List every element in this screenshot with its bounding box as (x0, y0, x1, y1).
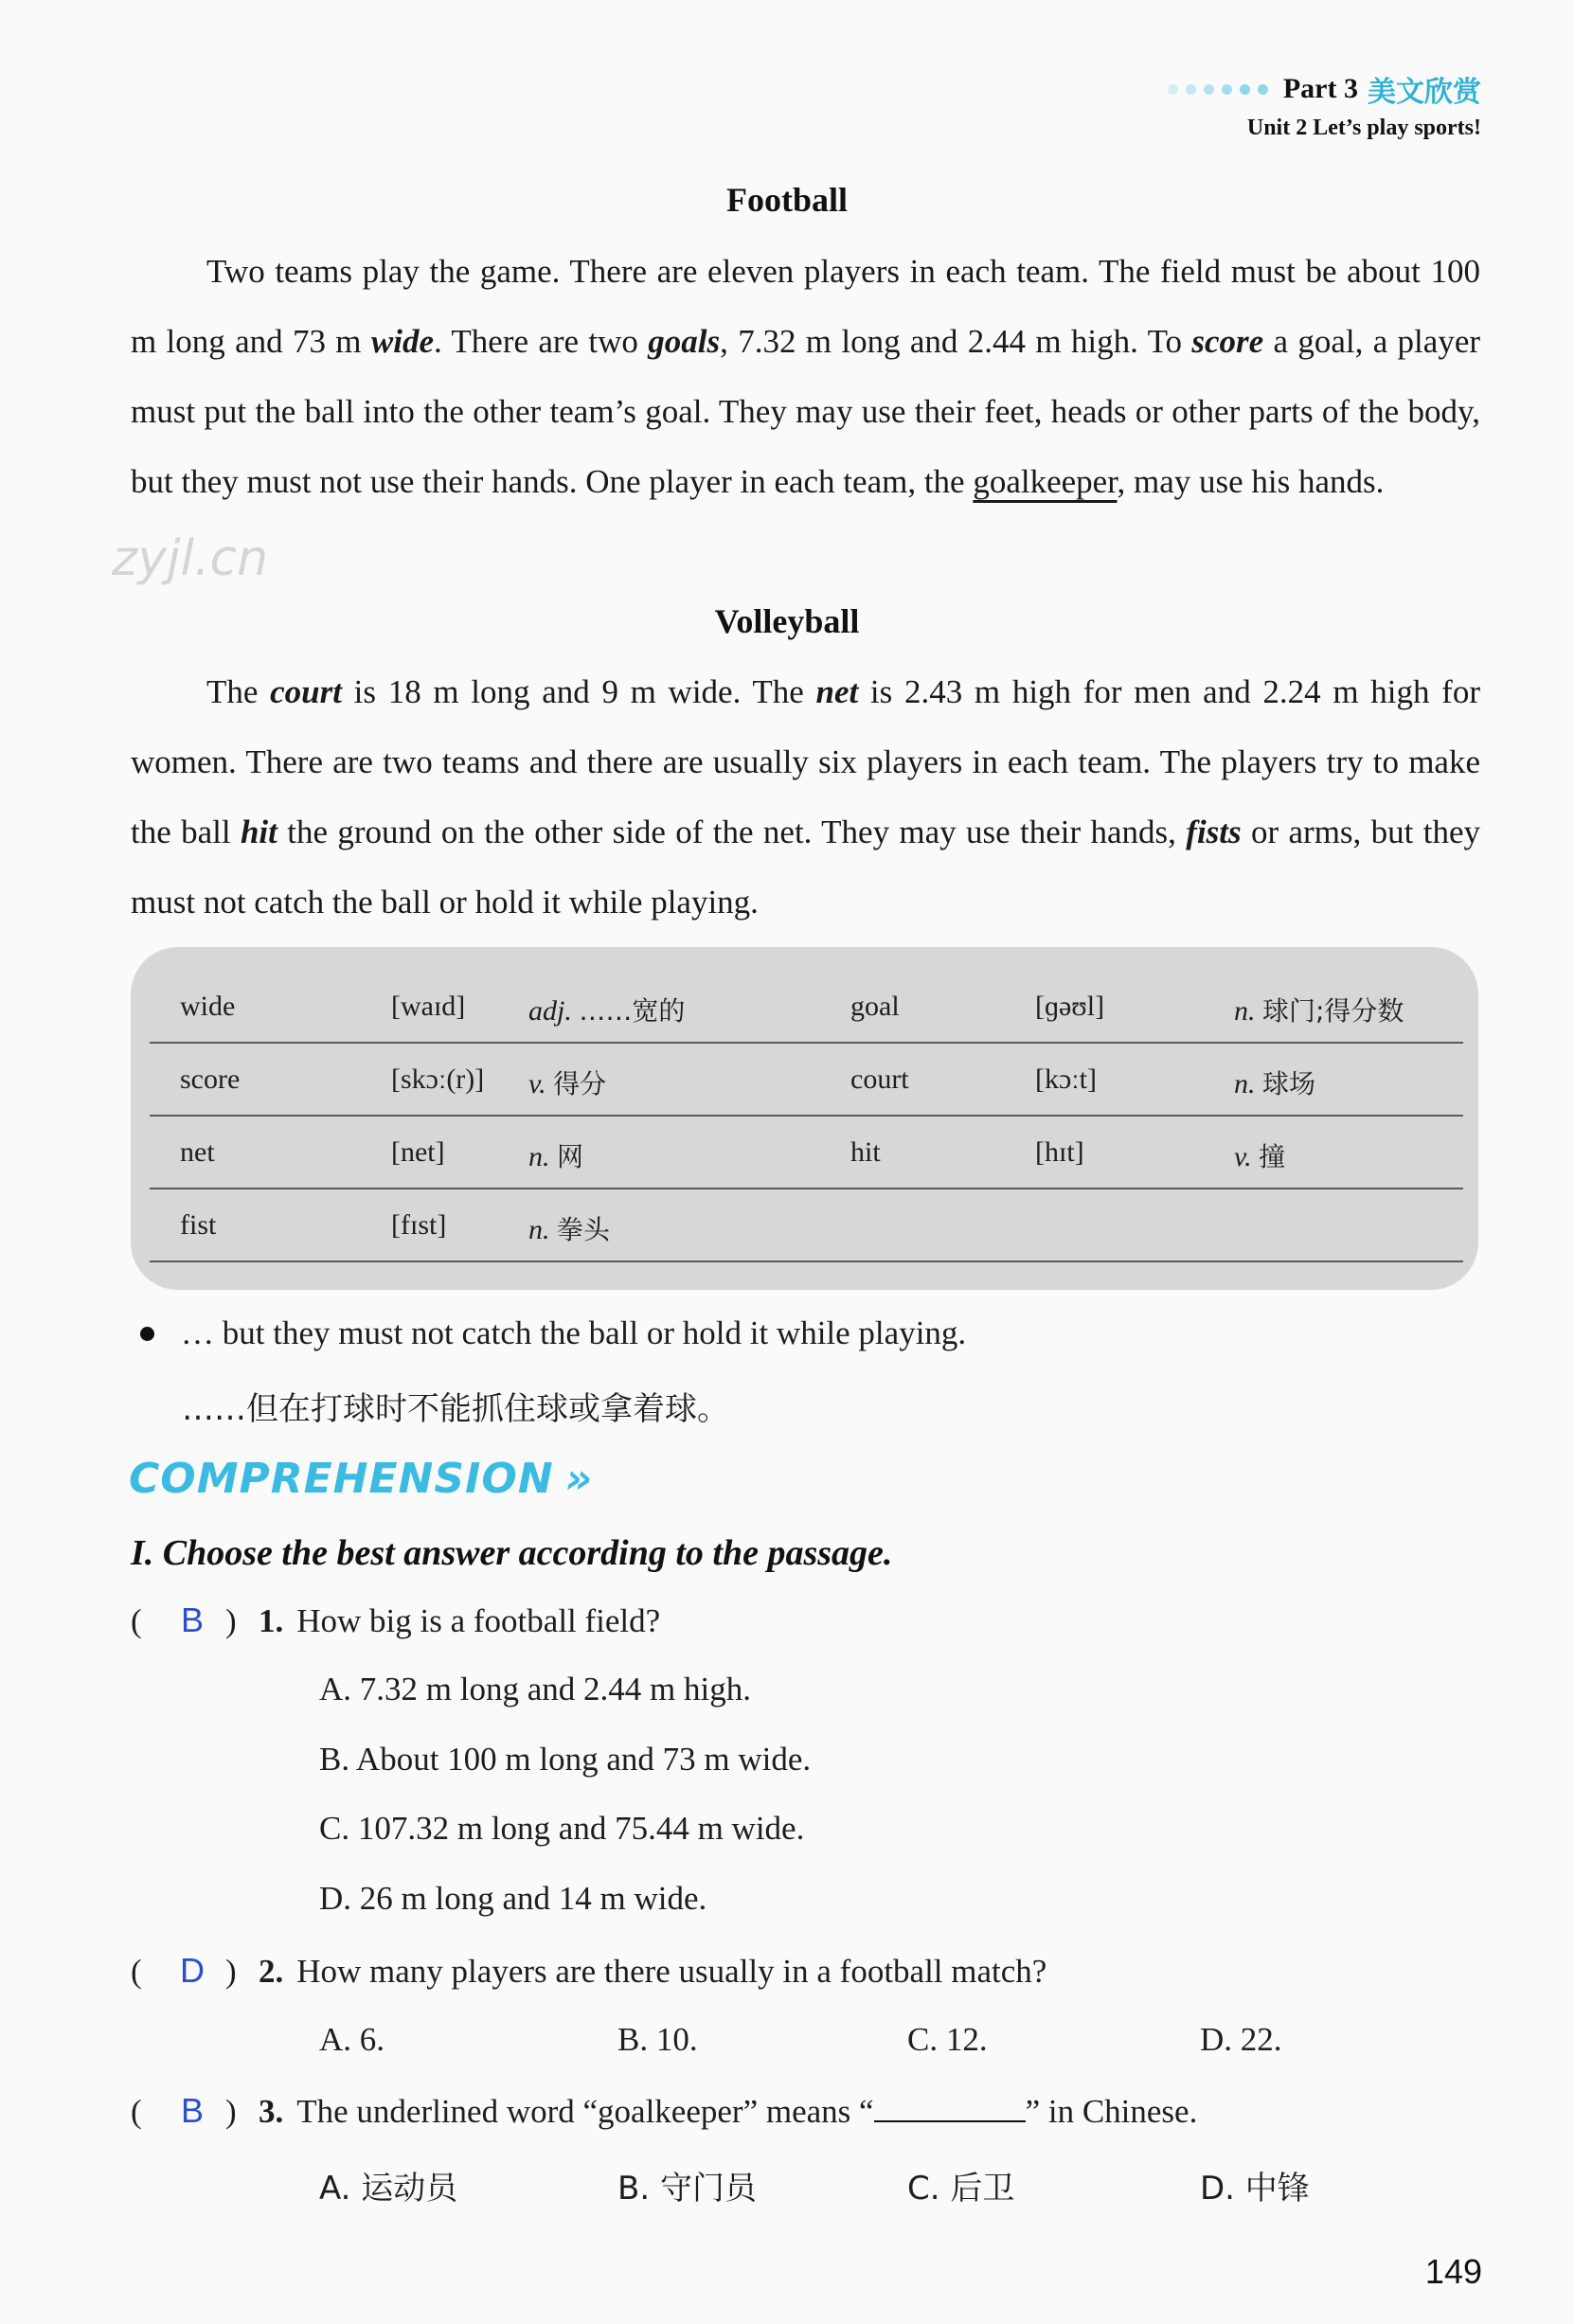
football-paragraph: Two teams play the game. There are eleven players in each team. The field must be about 100 m long and 73 m wide. There are two goals, 7.32 m long and 2.44 m high. To score a goal, a player must put the ball into the other team’s goal. They may use their feet, heads or other parts of the body, but they must not use their hands. One player in each team, the goalkeeper, may use his hands. (131, 253, 1481, 500)
option-2b: B. 10. (617, 2021, 698, 2058)
option-3a: A. 运动员 (319, 2170, 458, 2208)
keyword-net: net (815, 673, 859, 710)
comprehension-heading: COMPREHENSION » (129, 1455, 594, 1503)
underlined-goalkeeper: goalkeeper (973, 463, 1118, 500)
vocab-word: wide (180, 991, 236, 1022)
vocab-word: fist (180, 1209, 217, 1241)
question-1: ( B ) 1. How big is a football field? (131, 1600, 661, 1639)
vocab-meaning: adj. ……宽的 (528, 995, 686, 1027)
option-3c: C. 后卫 (907, 2170, 1015, 2208)
vocab-meaning: n. 球门;得分数 (1234, 995, 1404, 1027)
page-header (1168, 68, 1481, 141)
option-1b: B. About 100 m long and 73 m wide. (319, 1741, 812, 1778)
vocab-meaning: n. 拳头 (528, 1214, 611, 1245)
vocab-word: score (180, 1064, 241, 1095)
vocab-row (150, 970, 1463, 1044)
vocab-row (150, 1116, 1463, 1189)
vocab-row (150, 1043, 1463, 1117)
option-2c: C. 12. (907, 2021, 988, 2058)
unit-label: Unit 2 Let’s play sports! (1246, 116, 1481, 140)
part-label: Part 3 (1282, 73, 1358, 104)
vocab-phonetic: [kɔːt] (1035, 1064, 1097, 1095)
option-1a: A. 7.32 m long and 2.44 m high. (319, 1671, 751, 1707)
vocab-phonetic: [ɡəʊl] (1035, 991, 1105, 1022)
vocab-meaning: n. 球场 (1234, 1068, 1316, 1099)
vocab-meaning: n. 网 (528, 1141, 584, 1172)
watermark: zyjl.cn (112, 530, 269, 587)
keyword-goals: goals (648, 323, 721, 360)
note-sentence: … but they must not catch the ball or hold it while playing. (140, 1314, 966, 1352)
keyword-court: court (270, 673, 342, 710)
vocab-phonetic: [hɪt] (1035, 1136, 1084, 1168)
answer-2: D (180, 1951, 205, 1990)
keyword-hit: hit (240, 813, 277, 850)
vocabulary-box (131, 947, 1478, 1290)
section-title: I. Choose the best answer according to the passage. (131, 1533, 893, 1573)
vocab-word: goal (850, 991, 900, 1022)
part-title-cn: 美文欣赏 (1368, 76, 1481, 109)
page-number: 149 (1424, 2252, 1482, 2291)
answer-3: B (180, 2091, 204, 2130)
football-title: Football (725, 181, 848, 219)
question-2: ( D ) 2. How many players are there usually in a football match? (131, 1951, 1047, 1990)
vocab-word: net (180, 1136, 215, 1168)
keyword-fists: fists (1186, 813, 1242, 850)
answer-1: B (180, 1600, 204, 1639)
vocab-word: hit (850, 1136, 881, 1168)
vocab-row (150, 1189, 1463, 1262)
vocab-meaning: v. 撞 (1234, 1141, 1286, 1172)
option-3b: B. 守门员 (617, 2170, 757, 2208)
vocab-phonetic: [net] (391, 1136, 445, 1168)
vocab-phonetic: [fɪst] (391, 1209, 447, 1241)
option-1d: D. 26 m long and 14 m wide. (319, 1880, 707, 1917)
double-chevron-icon: » (564, 1455, 594, 1503)
vocab-phonetic: [waɪd] (391, 991, 466, 1022)
bullet-icon (140, 1327, 154, 1341)
keyword-score: score (1191, 323, 1264, 360)
volleyball-paragraph: The court is 18 m long and 9 m wide. The net is 2.43 m high for men and 2.24 m high for women. There are two teams and there are usually six players in each team. The players try to make the ball hit the ground on the other side of the net. They may use their hands, fists or arms, but they must not catch the ball or hold it while playing. (131, 673, 1480, 921)
vocab-phonetic: [skɔː(r)] (391, 1064, 485, 1095)
option-2d: D. 22. (1200, 2021, 1282, 2058)
question-3: ( B ) 3. The underlined word “goalkeeper” means “ ” in Chinese. (131, 2091, 1198, 2130)
dots-decoration (1168, 84, 1268, 95)
answer-blank (874, 2094, 1026, 2122)
note-translation: ……但在打球时不能抓住球或拿着球。 (182, 1390, 729, 1428)
volleyball-title: Volleyball (714, 602, 860, 640)
vocab-meaning: v. 得分 (528, 1068, 607, 1099)
keyword-wide: wide (370, 323, 434, 360)
option-1c: C. 107.32 m long and 75.44 m wide. (319, 1810, 805, 1847)
option-3d: D. 中锋 (1200, 2170, 1310, 2208)
vocab-word: court (850, 1064, 909, 1095)
option-2a: A. 6. (319, 2021, 385, 2058)
